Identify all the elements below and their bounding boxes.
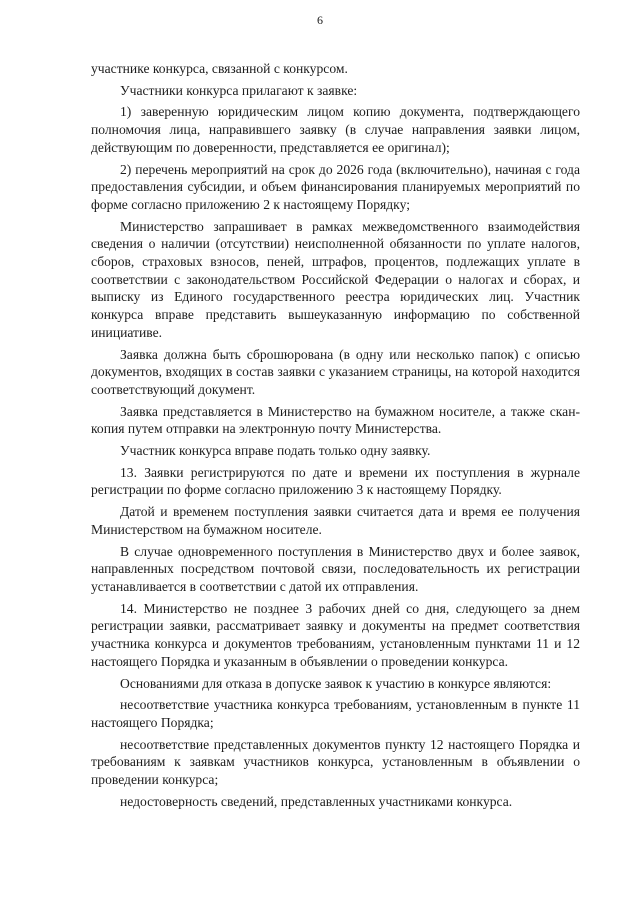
paragraph: Заявка должна быть сброшюрована (в одну или несколько папок) с описью документов, входящих в состав заявки с указанием страницы, на которой находится соответствующий документ. — [91, 346, 580, 397]
list-item: несоответствие участника конкурса требованиям, установленным в пункте 11 настоящего Порядка; — [91, 697, 580, 730]
paragraph: Участник конкурса вправе подать только одну заявку. — [120, 443, 431, 459]
paragraph: Участники конкурса прилагают к заявке: — [120, 82, 358, 98]
page-number: 6 — [317, 13, 323, 27]
paragraph: В случае одновременного поступления в Министерство двух и более заявок, направленных посредством почтовой связи, последовательность их регистрации устанавливается в соответствии с датой их отправления. — [91, 543, 580, 594]
paragraph: 14. Министерство не позднее 3 рабочих дней со дня, следующего за днем регистрации заявки, рассматривает заявку и документы на предмет соответствия участника конкурса и документов требованиям, установленным пунктами 11 и 12 настоящего Порядка и указанным в объявлении о проведении конкурса. — [91, 600, 580, 669]
list-item: несоответствие представленных документов пункту 12 настоящего Порядка и требованиям к заявкам участников конкурса, установленным в объявлении о проведении конкурса; — [91, 736, 580, 788]
list-item: 1) заверенную юридическим лицом копию документа, подтверждающего полномочия лица, направившего заявку (в случае направления заявки лицом, действующим по доверенности, представляется ее оригинал); — [91, 104, 580, 155]
paragraph: Датой и временем поступления заявки считается дата и время ее получения Министерством на бумажном носителе. — [91, 504, 580, 537]
list-item: 2) перечень мероприятий на срок до 2026 года (включительно), начиная с года предоставления субсидии, и объем финансирования планируемых мероприятий по форме согласно приложению 2 к настоящему Порядку; — [91, 161, 580, 212]
paragraph: Министерство запрашивает в рамках межведомственного взаимодействия сведения о наличии (отсутствии) неисполненной обязанности по уплате налогов, сборов, страховых взносов, пеней, штрафов, процентов, подлежащих уплате в соответствии с законодательством Российской Федерации о налогах и сборах, и выписку из Единого государственного реестра юридических лиц. Участник конкурса вправе представить вышеуказанную информацию по собственной инициативе. — [91, 218, 580, 340]
paragraph: Основаниями для отказа в допуске заявок к участию в конкурсе являются: — [120, 675, 552, 691]
list-item: недостоверность сведений, представленных участниками конкурса. — [120, 793, 513, 809]
document-body — [91, 60, 580, 814]
paragraph: 13. Заявки регистрируются по дате и времени их поступления в журнале регистрации по форме согласно приложению 3 к настоящему Порядку. — [91, 464, 580, 498]
paragraph: Заявка представляется в Министерство на бумажном носителе, а также скан-копия путем отправки на электронную почту Министерства. — [91, 403, 580, 437]
paragraph: участнике конкурса, связанной с конкурсом. — [91, 61, 348, 76]
